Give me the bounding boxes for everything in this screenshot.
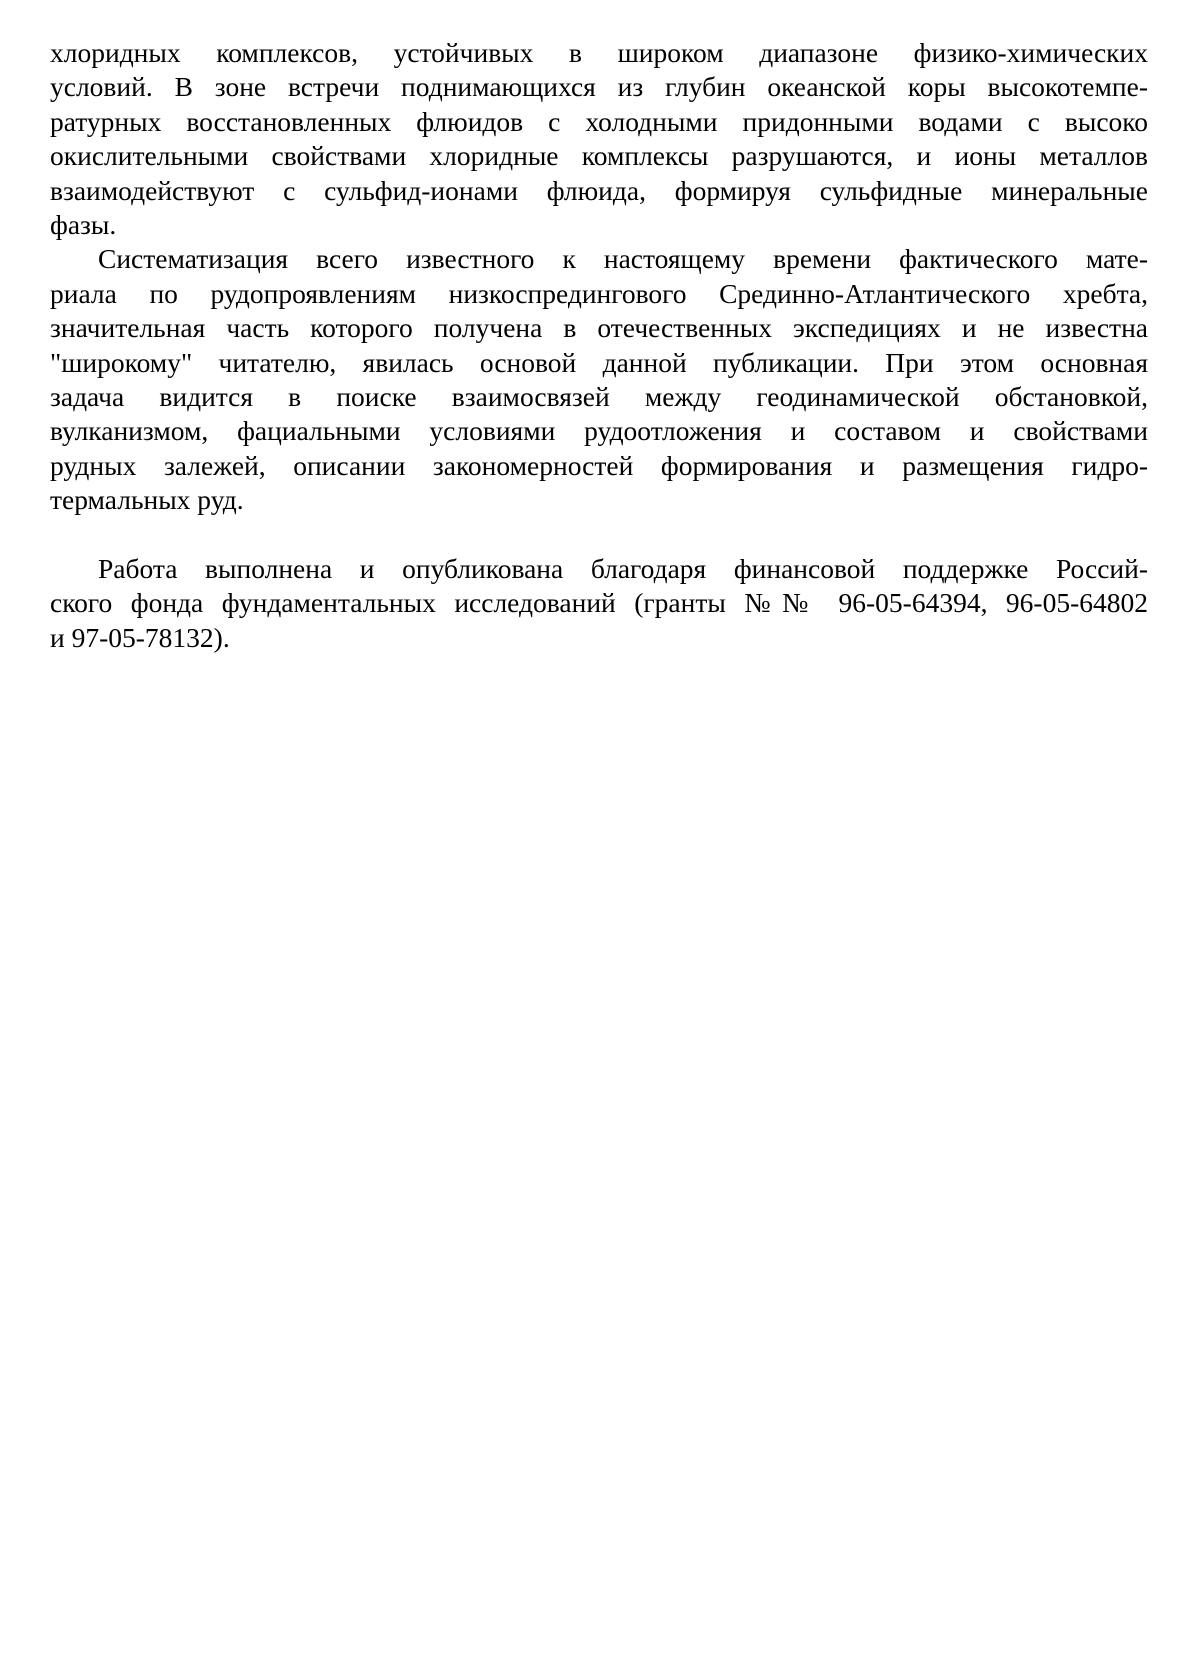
- text-line: ратурных восстановленных флюидов с холодными придонными водами с высоко: [50, 105, 1148, 137]
- paragraph-acknowledgement: [50, 552, 1148, 655]
- text-line: риала по рудопроявлениям низкоспредингового Срединно-Атлантического хребта,: [50, 277, 1148, 309]
- document-body: [50, 36, 1148, 655]
- text-line: Работа выполнена и опубликована благодаря финансовой поддержке Россий-: [98, 553, 1148, 585]
- text-line: значительная часть которого получена в отечественных экспедициях и не известна: [50, 312, 1148, 344]
- text-line: "широкому" читателю, явилась основой данной публикации. При этом основная: [50, 346, 1148, 378]
- text-line: Систематизация всего известного к настоящему времени фактического мате-: [98, 243, 1148, 275]
- text-line: окислительными свойствами хлоридные комплексы разрушаются, и ионы металлов: [50, 140, 1148, 172]
- text-line: фазы.: [50, 209, 117, 241]
- text-line: вулканизмом, фациальными условиями рудоотложения и составом и свойствами: [50, 415, 1148, 447]
- paragraph-continuation: [50, 36, 1148, 242]
- text-line: ского фонда фундаментальных исследований (гранты №№ 96-05-64394, 96-05-64802: [50, 587, 1148, 619]
- paragraph-systematization: [50, 242, 1148, 517]
- paragraph-spacer: [50, 518, 1148, 552]
- text-line: термальных руд.: [50, 484, 244, 516]
- text-line: хлоридных комплексов, устойчивых в широком диапазоне физико-химических: [50, 37, 1148, 68]
- text-line: взаимодействуют с сульфид-ионами флюида, формируя сульфидные минеральные: [50, 174, 1148, 206]
- text-line: и 97-05-78132).: [50, 621, 230, 653]
- text-line: задача видится в поиске взаимосвязей между геодинамической обстановкой,: [50, 381, 1148, 413]
- text-line: условий. В зоне встречи поднимающихся из глубин океанской коры высокотемпе-: [50, 71, 1148, 103]
- text-line: рудных залежей, описании закономерностей формирования и размещения гидро-: [50, 449, 1148, 481]
